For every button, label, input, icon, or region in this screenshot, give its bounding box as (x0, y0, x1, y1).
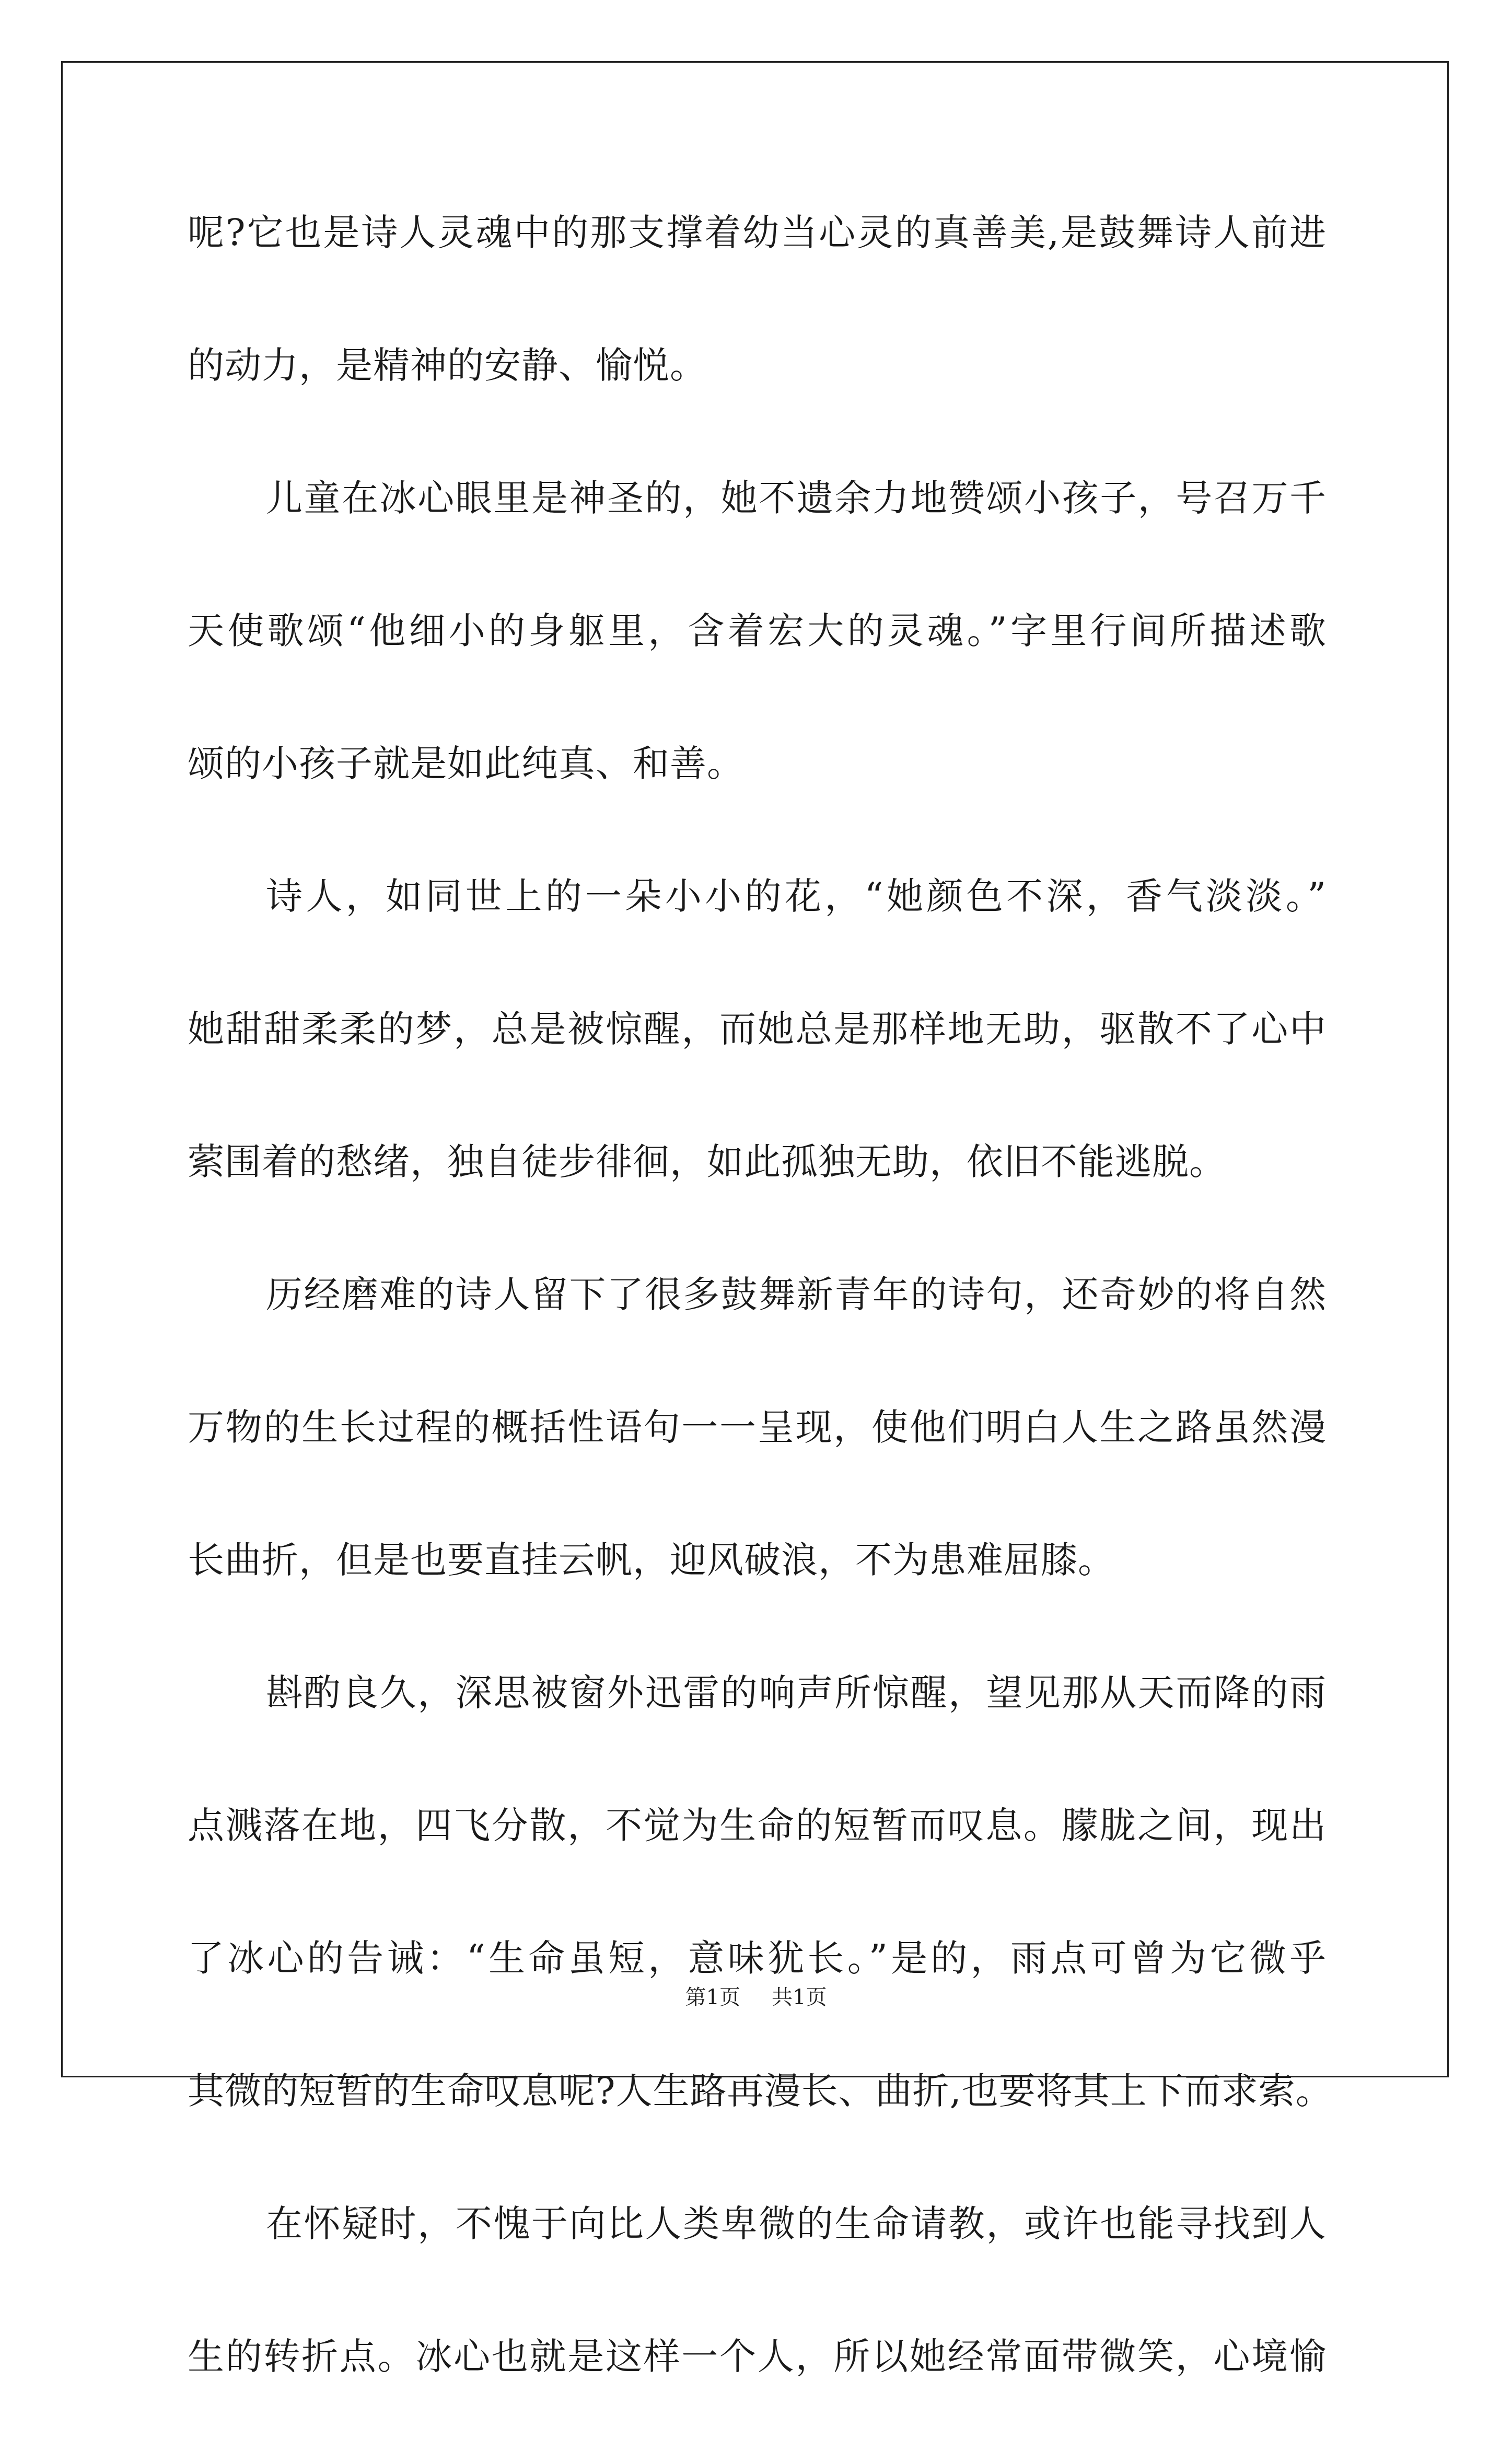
text-line: 天使歌颂“他细小的身躯里，含着宏大的灵魂。”字里行间所描述歌 (188, 609, 1327, 652)
text-line: 点溅落在地，四飞分散，不觉为生命的短暂而叹息。朦胧之间，现出 (188, 1804, 1327, 1847)
text-line: 斟酌良久，深思被窗外迅雷的响声所惊醒，望见那从天而降的雨 (266, 1671, 1327, 1714)
text-line: 儿童在冰心眼里是神圣的，她不遗余力地赞颂小孩子，号召万千 (266, 477, 1327, 519)
text-line: 了冰心的告诫：“生命虽短，意味犹长。”是的，雨点可曾为它微乎 (188, 1937, 1327, 1980)
text-line: 萦围着的愁绪，独自徒步徘徊，如此孤独无助，依旧不能逃脱。 (188, 1140, 1226, 1183)
text-line: 的动力，是精神的安静、愉悦。 (188, 344, 707, 387)
document-body (188, 193, 1333, 2450)
text-line: 在怀疑时，不愧于向比人类卑微的生命请教，或许也能寻找到人 (266, 2202, 1327, 2245)
text-line: 历经磨难的诗人留下了很多鼓舞新青年的诗句，还奇妙的将自然 (266, 1273, 1327, 1316)
page-footer (0, 1982, 1512, 2013)
page-number-total: 共1页 (772, 1985, 827, 2009)
text-line: 生的转折点。冰心也就是这样一个人，所以她经常面带微笑，心境愉 (188, 2335, 1327, 2378)
text-line: 她甜甜柔柔的梦，总是被惊醒，而她总是那样地无助，驱散不了心中 (188, 1008, 1327, 1050)
text-line: 长曲折，但是也要直挂云帆，迎风破浪，不为患难屈膝。 (188, 1539, 1115, 1581)
page-number-current: 第1页 (685, 1985, 740, 2009)
text-line: 万物的生长过程的概括性语句一一呈现，使他们明白人生之路虽然漫 (188, 1406, 1327, 1449)
text-line: 诗人，如同世上的一朵小小的花，“她颜色不深，香气淡淡。” (266, 875, 1327, 918)
text-line: 呢?它也是诗人灵魂中的那支撑着幼当心灵的真善美,是鼓舞诗人前进 (188, 211, 1327, 254)
text-line: 其微的短暂的生命叹息呢?人生路再漫长、曲折,也要将其上下而求索。 (188, 2070, 1333, 2112)
text-line: 颂的小孩子就是如此纯真、和善。 (188, 742, 744, 785)
